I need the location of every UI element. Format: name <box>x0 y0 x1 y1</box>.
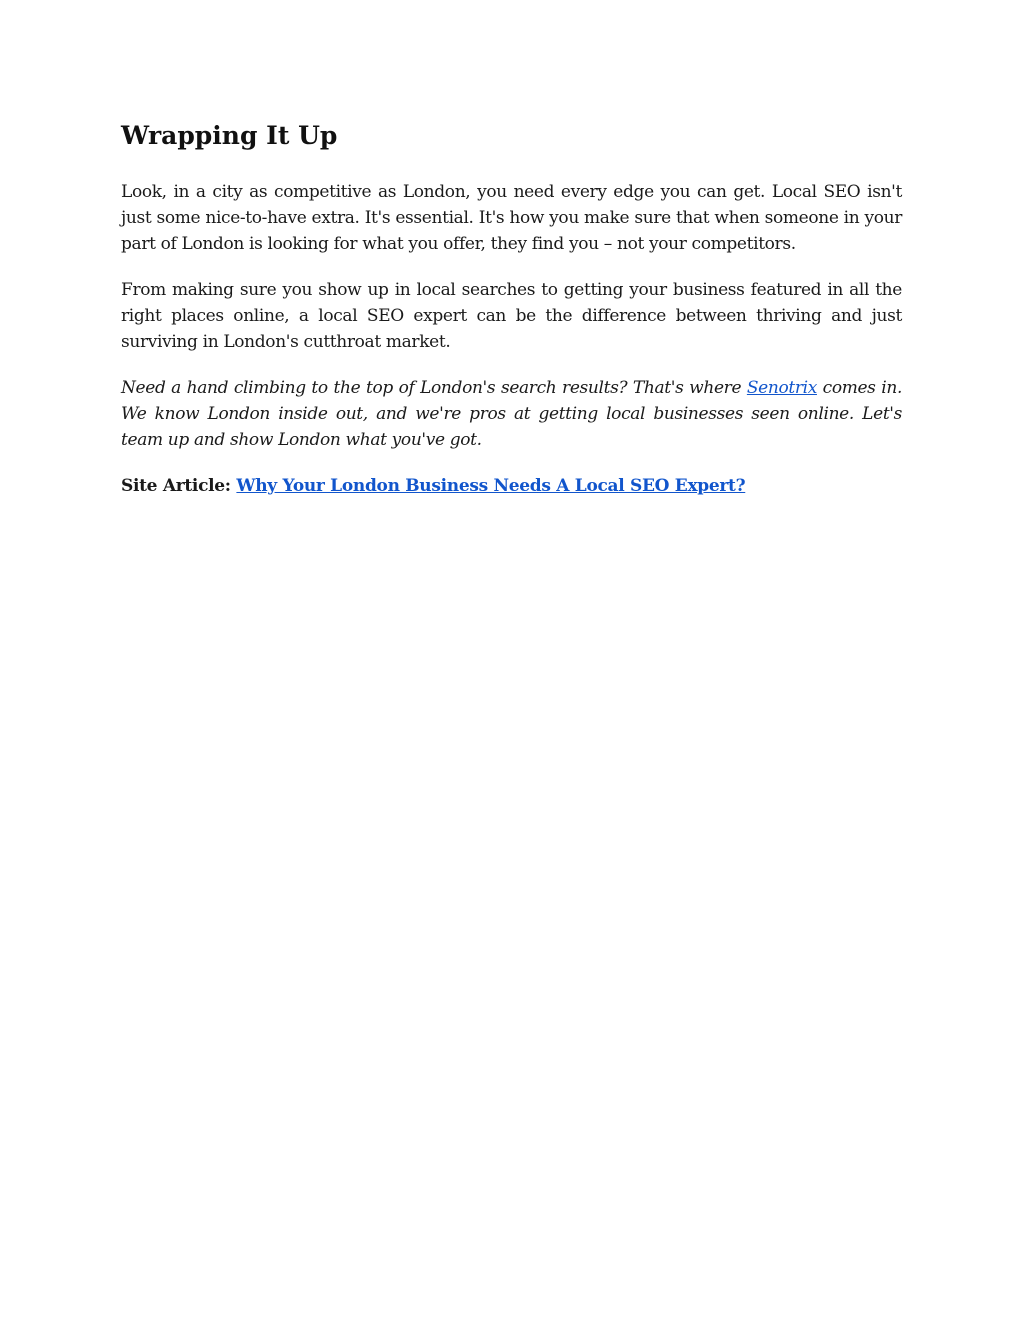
site-article-line <box>121 473 902 499</box>
paragraph-local-seo: From making sure you show up in local searches to getting your business featured in all the right places online, a local SEO expert can be the difference between thriving and just surviving in London's cutthroat market. <box>121 280 902 352</box>
site-article-label: Site Article: <box>121 476 231 496</box>
cta-text-after-link: comes in. We know London inside out, and we're pros at getting local businesses seen online. Let's team up and show London what you've got. <box>121 378 902 450</box>
paragraph-intro: Look, in a city as competitive as London, you need every edge you can get. Local SEO isn't just some nice-to-have extra. It's essential. It's how you make sure that when someone in your part of London is looking for what you offer, they find you – not your competitors. <box>121 182 902 254</box>
site-article-link[interactable]: Why Your London Business Needs A Local SEO Expert? <box>236 476 746 496</box>
senotrix-link[interactable]: Senotrix <box>746 378 817 398</box>
section-heading: Wrapping It Up <box>121 121 338 150</box>
cta-text-before-link: Need a hand climbing to the top of London's search results? That's where <box>121 378 747 398</box>
document-page <box>121 118 902 519</box>
paragraph-call-to-action <box>121 375 902 453</box>
